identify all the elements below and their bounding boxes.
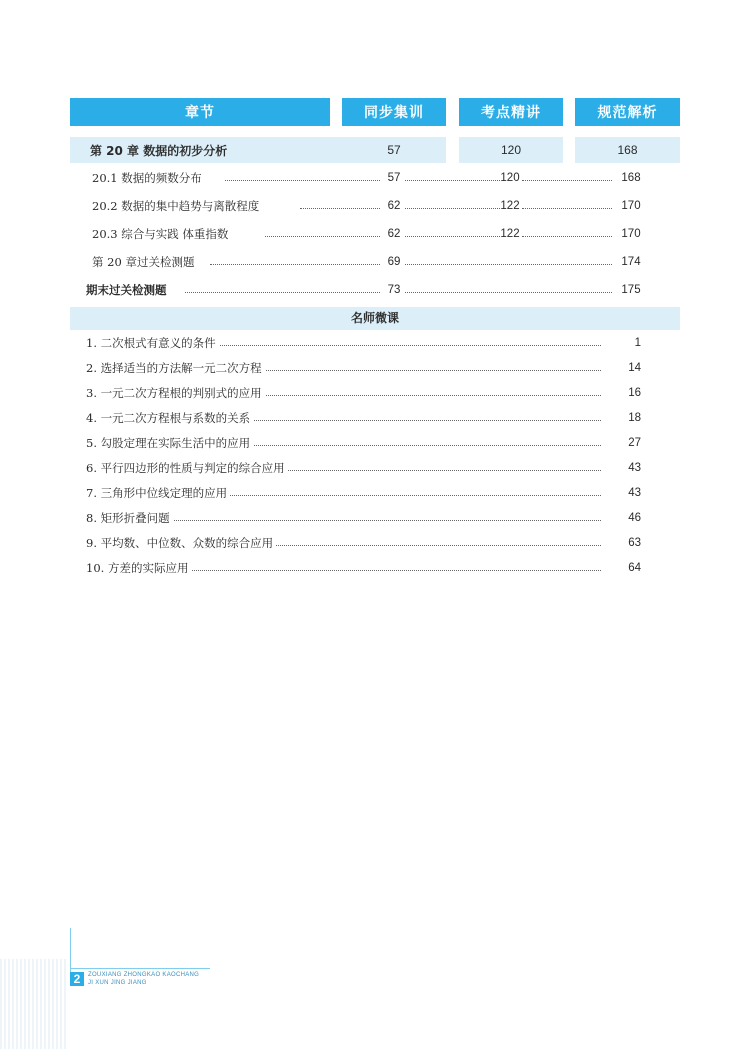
lesson-item[interactable] [86, 485, 641, 501]
header-sync-training: 同步集训 [342, 98, 446, 126]
lesson-label: 5. 勾股定理在实际生活中的应用 [86, 435, 253, 451]
chapter-page-sync: 57 [342, 137, 446, 163]
toc-label: 期末过关检测题 [86, 282, 170, 298]
lesson-item[interactable] [86, 335, 641, 351]
lesson-item[interactable] [86, 535, 641, 551]
toc-row-chapter-test[interactable] [0, 254, 750, 270]
toc-label: 第 20 章过关检测题 [92, 254, 197, 270]
lesson-label: 6. 平行四边形的性质与判定的综合应用 [86, 460, 288, 476]
toc-row-20-3[interactable] [0, 226, 750, 242]
toc-label: 20.3 综合与实践 体重指数 [92, 226, 231, 242]
lesson-label: 7. 三角形中位线定理的应用 [86, 485, 230, 501]
lesson-page: 46 [628, 512, 641, 524]
lesson-item[interactable] [86, 360, 641, 376]
page-sync: 62 [387, 200, 401, 212]
toc-label: 20.2 数据的集中趋势与离散程度 [92, 198, 262, 214]
page-solution: 174 [621, 256, 641, 268]
lesson-item[interactable] [86, 410, 641, 426]
lesson-label: 2. 选择适当的方法解一元二次方程 [86, 360, 265, 376]
toc-row-final-test[interactable] [0, 282, 750, 298]
toc-label: 20.1 数据的频数分布 [92, 170, 205, 186]
lesson-page: 63 [628, 537, 641, 549]
lesson-item[interactable] [86, 510, 641, 526]
lesson-label: 10. 方差的实际应用 [86, 560, 191, 576]
page-key: 120 [500, 172, 520, 184]
footer-pattern [0, 959, 68, 1049]
page-solution: 175 [621, 284, 641, 296]
lesson-item[interactable] [86, 560, 641, 576]
lesson-label: 1. 二次根式有意义的条件 [86, 335, 219, 351]
lesson-page: 27 [628, 437, 641, 449]
header-chapter: 章节 [70, 98, 330, 126]
lesson-label: 8. 矩形折叠问题 [86, 510, 173, 526]
lesson-page: 64 [628, 562, 641, 574]
lesson-label: 4. 一元二次方程根与系数的关系 [86, 410, 253, 426]
chapter-page-key: 120 [459, 137, 563, 163]
footer-series-line1: ZOUXIANG ZHONGKAO KAOCHANG [88, 972, 200, 978]
section-title-mingshi: 名师微课 [70, 307, 680, 330]
lesson-label: 3. 一元二次方程根的判别式的应用 [86, 385, 265, 401]
page-key: 122 [500, 228, 520, 240]
lesson-page: 43 [628, 462, 641, 474]
lesson-item[interactable] [86, 460, 641, 476]
header-solutions: 规范解析 [575, 98, 680, 126]
footer-series-line2: JI XUN JING JIANG [88, 980, 147, 986]
page-number: 2 [70, 972, 84, 986]
toc-row-20-1[interactable] [0, 170, 750, 186]
lesson-item[interactable] [86, 435, 641, 451]
toc-row-20-2[interactable] [0, 198, 750, 214]
page-key: 122 [500, 200, 520, 212]
page-sync: 69 [387, 256, 401, 268]
footer-divider [70, 928, 71, 972]
chapter-title[interactable]: 第 20 章 数据的初步分析 [70, 137, 350, 163]
lesson-label: 9. 平均数、中位数、众数的综合应用 [86, 535, 276, 551]
footer-rule [70, 968, 210, 969]
page-sync: 62 [387, 228, 401, 240]
page-solution: 168 [621, 172, 641, 184]
lesson-page: 1 [634, 337, 641, 349]
lesson-page: 16 [628, 387, 641, 399]
lesson-page: 18 [628, 412, 641, 424]
page-solution: 170 [621, 228, 641, 240]
lesson-item[interactable] [86, 385, 641, 401]
page-sync: 57 [387, 172, 401, 184]
lesson-page: 43 [628, 487, 641, 499]
lesson-page: 14 [628, 362, 641, 374]
page-sync: 73 [387, 284, 401, 296]
chapter-page-solution: 168 [575, 137, 680, 163]
page-solution: 170 [621, 200, 641, 212]
header-key-points: 考点精讲 [459, 98, 563, 126]
